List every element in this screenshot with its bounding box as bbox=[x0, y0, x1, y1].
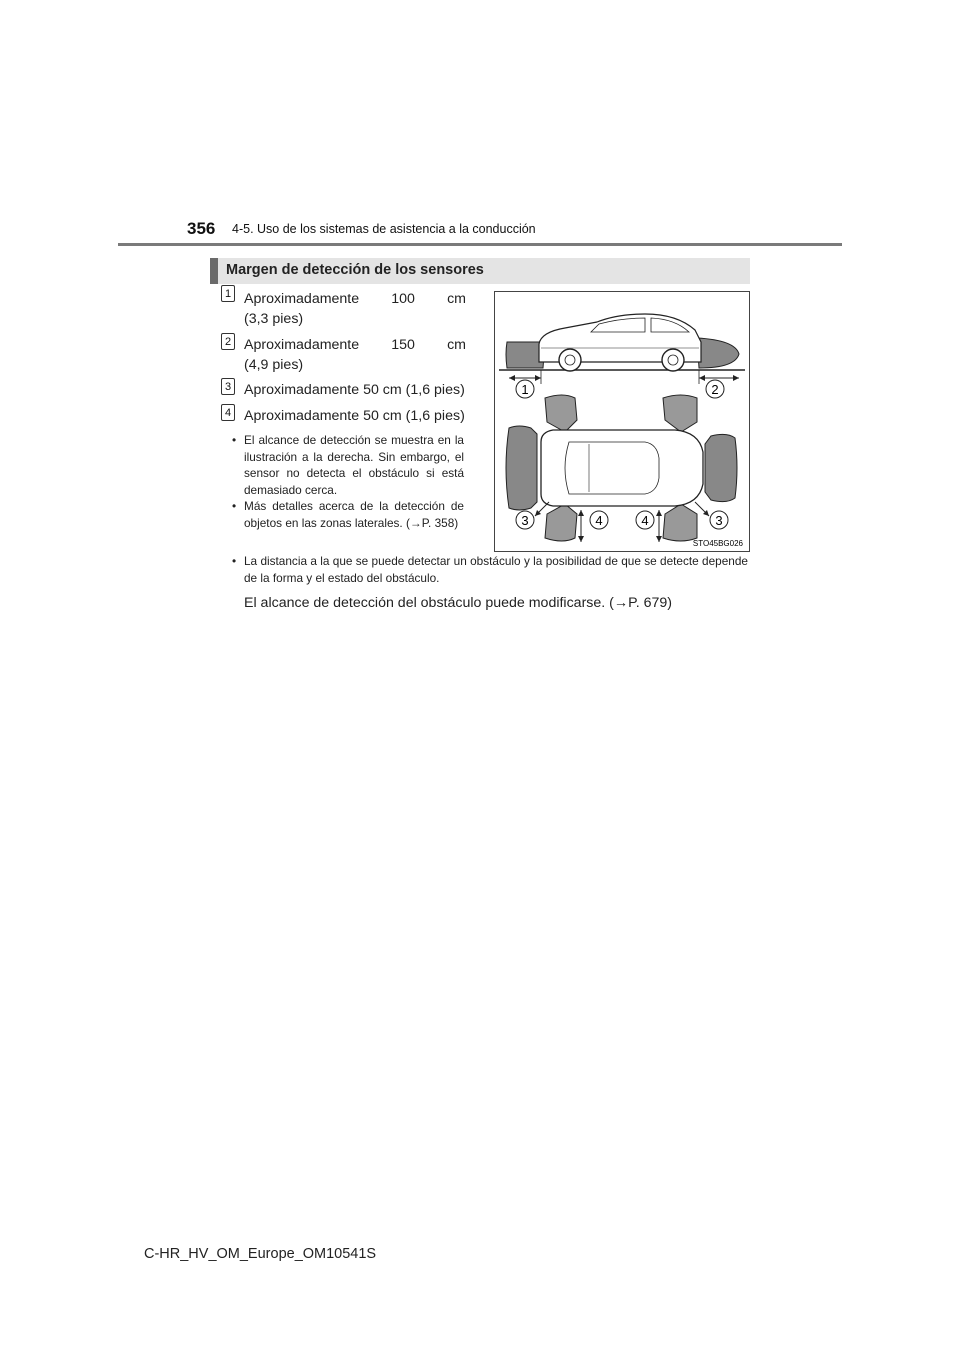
section-heading: Margen de detección de los sensores bbox=[226, 262, 484, 278]
note-text: El alcance de detección se muestra en la ilustración a la derecha. Sin embargo, el sensor no detecta el obstáculo si está demasiado cerca. bbox=[244, 433, 464, 497]
side-view-illustration bbox=[499, 314, 745, 384]
header-rule bbox=[118, 243, 842, 246]
figure-code: STO45BG026 bbox=[692, 539, 743, 548]
bullet-symbol: • bbox=[232, 554, 237, 568]
bullet-symbol: • bbox=[232, 499, 237, 513]
note-item bbox=[232, 498, 464, 531]
note-item bbox=[232, 553, 748, 586]
page-number: 356 bbox=[187, 219, 216, 238]
item-number-icon: 4 bbox=[221, 404, 235, 421]
figure-label: 1 bbox=[521, 382, 529, 397]
item-1-line2: (3,3 pies) bbox=[244, 311, 304, 327]
note-text: Más detalles acerca de la detección de objetos en las zonas laterales. (→P. 358) bbox=[244, 499, 464, 530]
item-number-icon: 3 bbox=[221, 378, 235, 395]
figure-label: 4 bbox=[641, 513, 649, 528]
item-4-line1: Aproximadamente 50 cm (1,6 pies) bbox=[244, 408, 465, 424]
final-text: El alcance de detección del obstáculo puede modificarse. (→P. 679) bbox=[244, 595, 672, 611]
item-number-icon: 2 bbox=[221, 333, 235, 350]
figure-label: 2 bbox=[711, 382, 719, 397]
document-id: C-HR_HV_OM_Europe_OM10541S bbox=[144, 1246, 377, 1262]
section-path: 4-5. Uso de los sistemas de asistencia a la conducción bbox=[232, 222, 536, 236]
figure-label: 4 bbox=[595, 513, 603, 528]
item-number-icon: 1 bbox=[221, 285, 235, 302]
note-item bbox=[232, 432, 464, 498]
section-heading-bar bbox=[210, 258, 218, 284]
item-1-line1: Aproximadamente 100 cm bbox=[244, 291, 466, 307]
figure-label: 3 bbox=[715, 513, 723, 528]
item-2-line1: Aproximadamente 150 cm bbox=[244, 337, 466, 353]
top-view-illustration bbox=[506, 395, 737, 542]
item-2-line2: (4,9 pies) bbox=[244, 357, 304, 373]
figure-label: 3 bbox=[521, 513, 529, 528]
sensor-range-illustration bbox=[495, 292, 749, 551]
sensor-range-figure bbox=[494, 291, 750, 552]
bullet-symbol: • bbox=[232, 433, 237, 447]
note-text: La distancia a la que se puede detectar un obstáculo y la posibilidad de que se detecte depende de la forma y el estado del obstáculo. bbox=[244, 554, 748, 585]
item-3-line1: Aproximadamente 50 cm (1,6 pies) bbox=[244, 382, 465, 398]
